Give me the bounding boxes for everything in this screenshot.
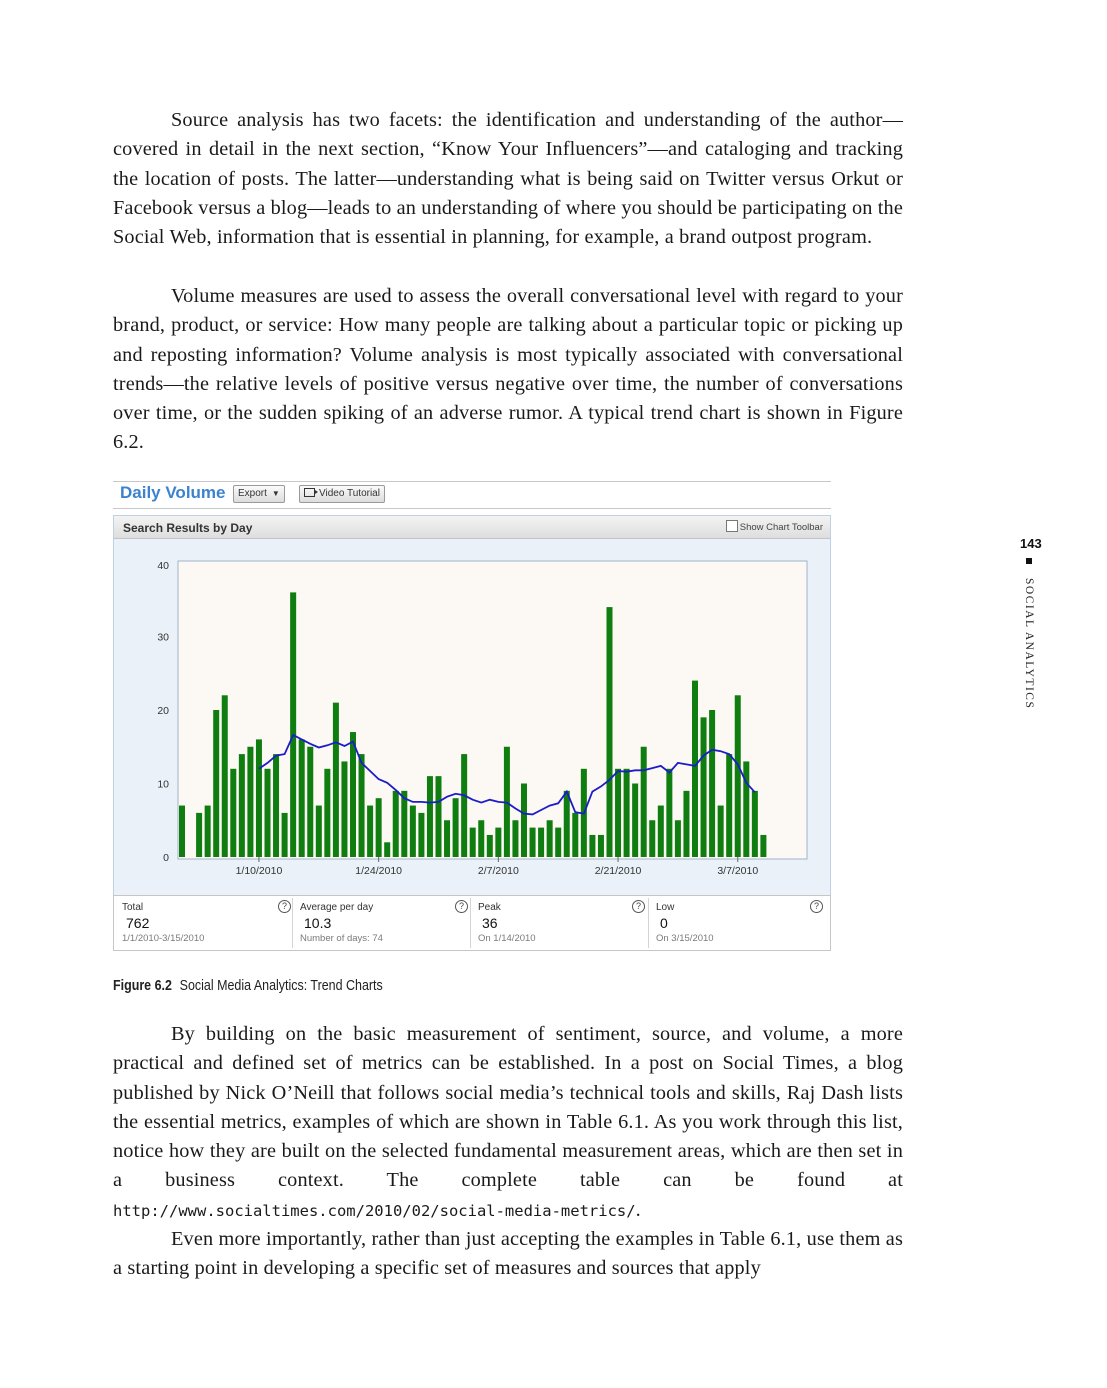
x-tick-label: 2/7/2010 [477,865,519,877]
stat-low [648,896,830,950]
search-results-panel [113,515,831,897]
volume-bar [410,806,416,857]
square-bullet-icon [1026,558,1032,564]
volume-bar [701,717,707,857]
volume-bar [376,798,382,857]
volume-bar [350,732,356,857]
stat-subtext: On 3/15/2010 [656,933,714,944]
volume-bar [760,835,766,857]
export-label: Export [238,488,267,499]
volume-bar [196,813,202,857]
volume-bar [273,754,279,857]
help-icon[interactable]: ? [278,900,291,913]
volume-bar [607,607,613,857]
trend-chart [114,516,830,896]
stat-label: Average per day [300,902,374,913]
daily-volume-header [113,481,831,509]
volume-bar [521,784,527,858]
volume-bar [299,739,305,857]
volume-bar [675,820,681,857]
video-tutorial-button[interactable] [299,485,385,503]
volume-bar [555,828,561,857]
help-icon[interactable]: ? [810,900,823,913]
body-paragraph-volume-measures: Volume measures are used to assess the overall conversational level with regard to your brand, product, or service: How many people are talking about a particular topic or picking up and reposting information? Volume analysis is most typically associated with conversational trends—the relative levels of positive versus negative over time, the number of conversations over time, or the sudden spiking of an adverse rumor. A typical trend chart is shown in Figure 6.2. [113,285,903,454]
volume-bar [341,761,347,857]
volume-bar [316,806,322,857]
volume-bar [666,769,672,857]
volume-bar [401,791,407,857]
stat-subtext: 1/1/2010-3/15/2010 [122,933,205,944]
volume-bar [222,695,228,857]
y-tick-label: 40 [157,560,169,572]
volume-bar [265,769,271,857]
summary-stats [113,895,831,951]
volume-bar [589,835,595,857]
stat-label: Low [656,902,675,913]
volume-bar [632,784,638,858]
panel-title: Search Results by Day [123,521,253,535]
figure-caption-text: Social Media Analytics: Trend Charts [179,978,383,994]
volume-bar [478,820,484,857]
stat-subtext: On 1/14/2010 [478,933,536,944]
volume-bar [538,828,544,857]
volume-bar [718,806,724,857]
video-tutorial-label: Video Tutorial [319,488,380,499]
volume-bar [743,761,749,857]
daily-volume-title: Daily Volume [120,483,226,502]
volume-bar [470,828,476,857]
volume-bar [213,710,219,857]
video-camera-icon [304,488,315,497]
volume-bar [359,754,365,857]
volume-bar [427,776,433,857]
volume-bar [307,747,313,857]
checkbox-icon[interactable] [726,520,738,532]
stat-peak [470,896,648,950]
stat-label: Total [122,902,144,913]
running-head: SOCIAL ANALYTICS [1023,578,1035,710]
volume-bar [547,820,553,857]
stat-label: Peak [478,902,501,913]
volume-bar [709,710,715,857]
volume-bar [487,835,493,857]
volume-bar [418,813,424,857]
export-button[interactable] [233,485,285,503]
socialtimes-url: http://www.socialtimes.com/2010/02/social-media-metrics/ [113,1201,636,1220]
volume-bar [658,806,664,857]
y-tick-label: 10 [157,778,169,791]
volume-bar [495,828,501,857]
dropdown-arrow-icon: ▼ [271,489,280,498]
stat-value: 36 [482,915,498,931]
volume-bar [598,835,604,857]
volume-bar [444,820,450,857]
volume-bar [333,703,339,857]
volume-bar [239,754,245,857]
volume-bar [256,739,262,857]
volume-bar [572,813,578,857]
figure-number: Figure 6.2 [113,978,172,994]
body-paragraph-metrics [113,1020,903,1226]
volume-bar [649,820,655,857]
y-tick-label: 20 [157,705,169,717]
volume-bar [641,747,647,857]
volume-bar [735,695,741,857]
metrics-paragraph-text: By building on the basic measurement of sentiment, source, and volume, a more practical and defined set of metrics can be established. In a post on Social Times, a blog published by Nick O’Neill that follows social media’s technical tools and skills, Raj Dash lists the essential metrics, examples of which are shown in Table 6.1. As you work through this list, notice how they are built on the selected fundamental measurement areas, which are then set in a business context. The complete table can be found at [113,1023,903,1192]
stat-value: 10.3 [304,915,332,931]
body-paragraph-examples: Even more importantly, rather than just accepting the examples in Table 6.1, use them as a starting point in developing a specific set of measures and sources that apply [113,1228,903,1280]
y-tick-label: 0 [163,852,169,864]
volume-bar [752,791,758,857]
volume-bar [726,754,732,857]
volume-bar [290,592,296,857]
volume-bar [179,806,185,857]
figure-6-2 [113,481,831,951]
volume-bar [512,820,518,857]
show-chart-toolbar-label: Show Chart Toolbar [739,522,823,533]
volume-bar [615,769,621,857]
stat-value: 0 [660,915,668,931]
volume-bar [624,769,630,857]
volume-bar [453,798,459,857]
x-tick-label: 3/7/2010 [717,865,759,877]
volume-bar [247,747,253,857]
volume-bar [205,806,211,857]
x-tick-label: 1/10/2010 [235,865,283,877]
stat-value: 762 [126,915,150,931]
help-icon[interactable]: ? [632,900,645,913]
stat-total [114,896,292,950]
show-chart-toolbar-toggle[interactable] [726,520,823,533]
volume-bar [530,828,536,857]
volume-bar [384,842,390,857]
sentence-end: . [635,1198,641,1221]
page-number: 143 [1020,536,1042,551]
volume-bar [692,681,698,857]
volume-bar [683,791,689,857]
volume-bar [282,813,288,857]
volume-bar [436,776,442,857]
stat-subtext: Number of days: 74 [300,933,383,944]
volume-bar [564,791,570,857]
x-tick-label: 2/21/2010 [594,865,642,877]
body-paragraph-source-analysis: Source analysis has two facets: the identification and understanding of the author—covered in detail in the next section, “Know Your Influencers”—and cataloging and tracking the location of posts. The latter—understanding what is being said on Twitter versus Orkut or Facebook versus a blog—leads to an understanding of where you should be participating on the Social Web, information that is essential in planning, for example, a brand outpost program. [113,109,903,249]
volume-bar [461,754,467,857]
volume-bar [230,769,236,857]
stat-average [292,896,470,950]
y-tick-label: 30 [157,631,169,644]
x-tick-label: 1/24/2010 [355,865,403,877]
volume-bar [367,806,373,857]
panel-title-bar [114,516,830,539]
help-icon[interactable]: ? [455,900,468,913]
figure-caption [113,978,383,994]
volume-bar [393,791,399,857]
volume-bar [324,769,330,857]
